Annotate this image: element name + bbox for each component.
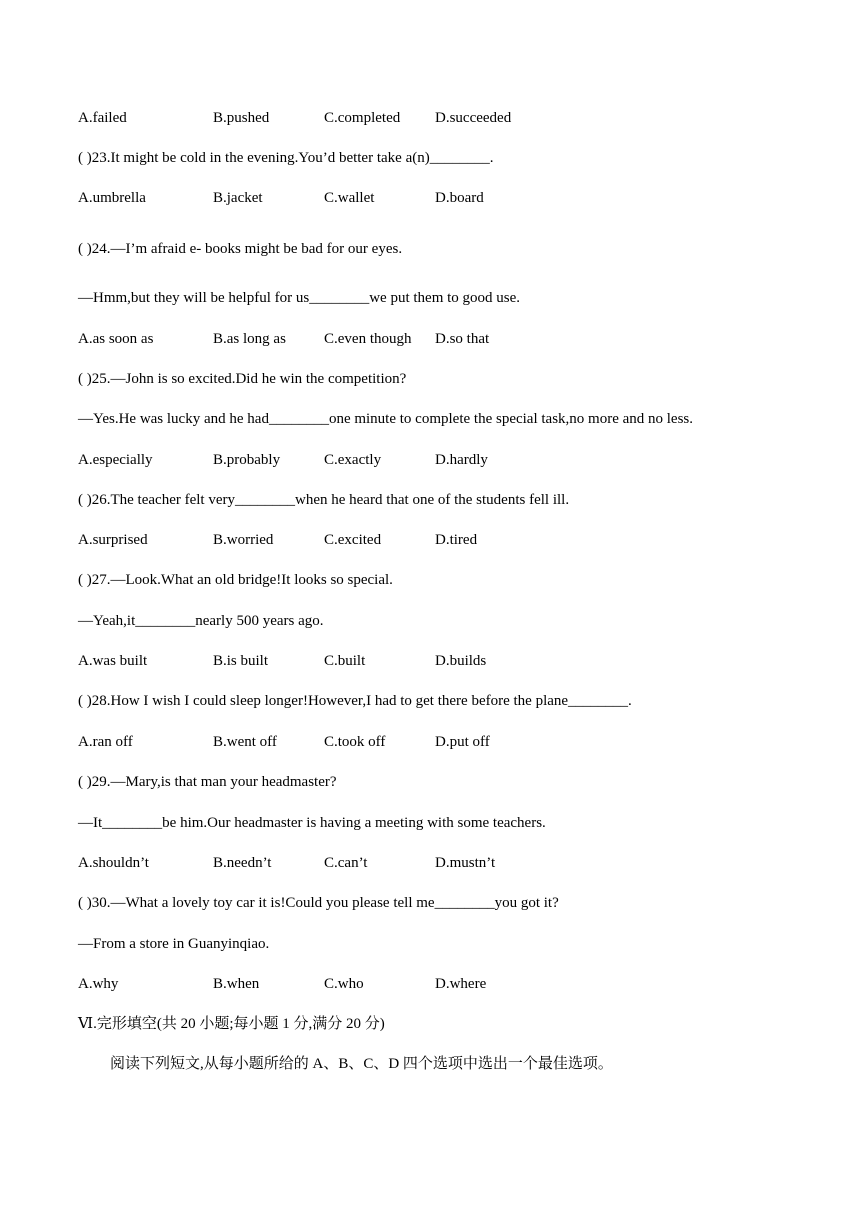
q24-option-d: D.so that <box>435 331 490 347</box>
q25-option-d: D.hardly <box>435 452 488 468</box>
q24-reply: —Hmm,but they will be helpful for us________we put them to good use. <box>78 290 521 306</box>
q30-reply: —From a store in Guanyinqiao. <box>78 936 270 952</box>
q24-option-a: A.as soon as <box>78 331 154 347</box>
q29-stem: ( )29.—Mary,is that man your headmaster? <box>78 774 337 790</box>
q25-stem: ( )25.—John is so excited.Did he win the competition? <box>78 371 407 387</box>
q24-options <box>78 329 778 349</box>
q30-option-d: D.where <box>435 976 487 992</box>
q26-option-c: C.excited <box>324 532 382 548</box>
q28-option-d: D.put off <box>435 734 490 750</box>
q28-stem: ( )28.How I wish I could sleep longer!However,I had to get there before the plane________. <box>78 693 632 709</box>
q24-option-c: C.even though <box>324 331 412 347</box>
q23-option-d: D.board <box>435 190 484 206</box>
q26-stem: ( )26.The teacher felt very________when he heard that one of the students fell ill. <box>78 492 570 508</box>
section-title: Ⅵ.完形填空(共 20 小题;每小题 1 分,满分 20 分) <box>78 1016 385 1032</box>
q22-option-c: C.completed <box>324 110 401 126</box>
q23-option-a: A.umbrella <box>78 190 146 206</box>
q29-option-b: B.needn’t <box>213 855 272 871</box>
q26-options <box>78 530 778 550</box>
q25-option-a: A.especially <box>78 452 153 468</box>
q30-option-b: B.when <box>213 976 260 992</box>
q28-options <box>78 732 778 752</box>
q28-option-c: C.took off <box>324 734 386 750</box>
q28-option-b: B.went off <box>213 734 277 750</box>
q25-reply: —Yes.He was lucky and he had________one minute to complete the special task,no more and no less. <box>78 411 694 427</box>
q25-option-c: C.exactly <box>324 452 382 468</box>
q27-reply: —Yeah,it________nearly 500 years ago. <box>78 613 324 629</box>
q23-stem: ( )23.It might be cold in the evening.You’d better take a(n)________. <box>78 150 494 166</box>
q25-options <box>78 450 778 470</box>
q24-stem: ( )24.—I’m afraid e- books might be bad for our eyes. <box>78 241 403 257</box>
q27-options <box>78 651 778 671</box>
section-instruction: 阅读下列短文,从每小题所给的 A、B、C、D 四个选项中选出一个最佳选项。 <box>110 1056 613 1072</box>
q29-reply: —It________be him.Our headmaster is having a meeting with some teachers. <box>78 815 546 831</box>
q23-option-b: B.jacket <box>213 190 263 206</box>
q22-options <box>78 108 778 128</box>
q29-option-a: A.shouldn’t <box>78 855 149 871</box>
q27-stem: ( )27.—Look.What an old bridge!It looks so special. <box>78 572 393 588</box>
q29-options <box>78 853 778 873</box>
q26-option-b: B.worried <box>213 532 274 548</box>
q29-option-d: D.mustn’t <box>435 855 496 871</box>
q30-options <box>78 974 778 994</box>
q26-option-a: A.surprised <box>78 532 148 548</box>
q27-option-c: C.built <box>324 653 366 669</box>
q25-option-b: B.probably <box>213 452 281 468</box>
q23-option-c: C.wallet <box>324 190 375 206</box>
q27-option-b: B.is built <box>213 653 269 669</box>
q29-option-c: C.can’t <box>324 855 368 871</box>
q30-option-c: C.who <box>324 976 364 992</box>
q30-stem: ( )30.—What a lovely toy car it is!Could you please tell me________you got it? <box>78 895 559 911</box>
q22-option-a: A.failed <box>78 110 127 126</box>
q28-option-a: A.ran off <box>78 734 133 750</box>
q30-option-a: A.why <box>78 976 119 992</box>
q22-option-d: D.succeeded <box>435 110 512 126</box>
q27-option-a: A.was built <box>78 653 148 669</box>
q24-option-b: B.as long as <box>213 331 286 347</box>
q26-option-d: D.tired <box>435 532 478 548</box>
q27-option-d: D.builds <box>435 653 487 669</box>
q22-option-b: B.pushed <box>213 110 270 126</box>
q23-options <box>78 188 778 208</box>
